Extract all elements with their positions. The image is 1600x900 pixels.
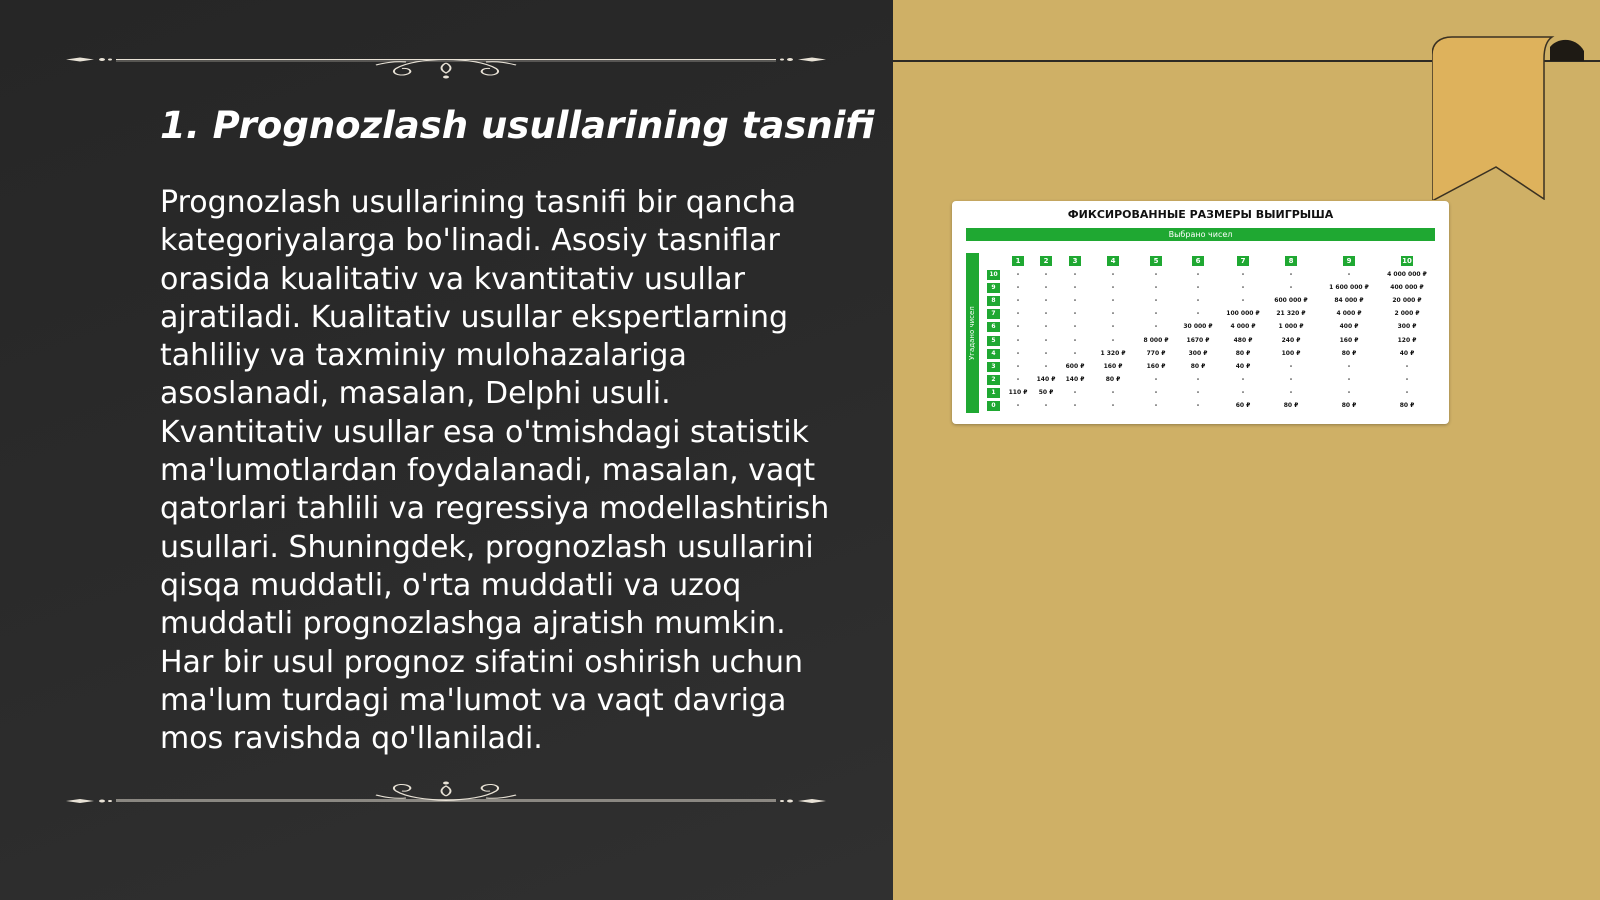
column-header-1: 1 <box>1012 256 1024 266</box>
prize-cell: 60 ₽ <box>1235 402 1251 409</box>
prize-cell: - <box>1044 362 1048 370</box>
prize-cell: 160 ₽ <box>1103 362 1123 370</box>
prize-cell: - <box>1154 284 1158 292</box>
prize-cell: - <box>1289 362 1293 370</box>
column-header-8: 8 <box>1285 256 1297 266</box>
prize-cell: - <box>1196 402 1200 409</box>
prize-cell: - <box>1289 284 1293 292</box>
prize-cell: - <box>1044 297 1048 305</box>
row-header-6: 6 <box>987 322 1000 332</box>
prize-cell: - <box>1016 375 1020 383</box>
bookmark-ribbon <box>1432 35 1586 200</box>
prize-cell: 110 ₽ <box>1008 388 1028 396</box>
prize-cell: 1 000 ₽ <box>1278 323 1304 331</box>
prize-cell: 300 ₽ <box>1188 349 1208 357</box>
prize-cell: - <box>1111 336 1115 344</box>
prize-cell: - <box>1347 271 1351 278</box>
prize-cell: - <box>1044 336 1048 344</box>
slide-title: 1. Prognozlash usullarining tasnifi <box>160 104 875 147</box>
prize-cell: 100 ₽ <box>1281 349 1301 357</box>
prize-cell: - <box>1044 284 1048 292</box>
row-header-5: 5 <box>987 336 1000 346</box>
prize-cell: 50 ₽ <box>1038 388 1054 396</box>
prize-cell: - <box>1016 310 1020 318</box>
prize-table-title: ФИКСИРОВАННЫЕ РАЗМЕРЫ ВЫИГРЫША <box>1067 208 1334 221</box>
prize-cell: - <box>1111 402 1115 409</box>
prize-cell: 140 ₽ <box>1065 375 1085 383</box>
row-header-8: 8 <box>987 296 1000 306</box>
prize-cell: - <box>1154 388 1158 396</box>
column-header-10: 10 <box>1402 257 1412 265</box>
prize-cell: - <box>1347 388 1351 396</box>
prize-cell: - <box>1044 349 1048 357</box>
prize-cell: - <box>1111 284 1115 292</box>
prize-cell: 80 ₽ <box>1190 362 1206 370</box>
prize-cell: - <box>1405 375 1409 383</box>
prize-cell: 4 000 ₽ <box>1230 323 1256 331</box>
prize-cell: - <box>1196 297 1200 305</box>
prize-table-image <box>952 201 1449 424</box>
prize-cell: - <box>1073 402 1077 409</box>
prize-cell: 140 ₽ <box>1036 375 1056 383</box>
prize-cell: - <box>1044 402 1048 409</box>
prize-cell: - <box>1016 349 1020 357</box>
row-header-7: 7 <box>987 309 1000 319</box>
prize-cell: - <box>1241 388 1245 396</box>
prize-cell: 4 000 ₽ <box>1336 310 1362 318</box>
prize-cell: 80 ₽ <box>1235 349 1251 357</box>
column-header-5: 5 <box>1150 256 1162 266</box>
prize-cell: - <box>1044 271 1048 278</box>
prize-cell: - <box>1154 271 1158 278</box>
prize-cell: - <box>1289 388 1293 396</box>
prize-cell: - <box>1405 362 1409 370</box>
prize-cell: 80 ₽ <box>1105 375 1121 383</box>
prize-cell: - <box>1073 297 1077 305</box>
prize-cell: 1670 ₽ <box>1186 336 1210 344</box>
prize-cell: 20 000 ₽ <box>1392 297 1422 305</box>
ornament-divider-bottom <box>66 776 826 806</box>
row-header-0: 0 <box>987 401 1000 411</box>
selected-numbers-bar: Выбрано чисел <box>966 228 1435 241</box>
prize-cell: - <box>1073 336 1077 344</box>
prize-cell: 30 000 ₽ <box>1183 323 1213 331</box>
prize-cell: 80 ₽ <box>1341 402 1357 409</box>
prize-cell: 480 ₽ <box>1233 336 1253 344</box>
prize-cell: - <box>1073 271 1077 278</box>
prize-cell: 8 000 ₽ <box>1143 336 1169 344</box>
prize-cell: 40 ₽ <box>1399 349 1415 357</box>
prize-cell: 80 ₽ <box>1283 402 1299 409</box>
prize-cell: - <box>1111 297 1115 305</box>
prize-cell: 400 ₽ <box>1339 323 1359 331</box>
prize-cell: 160 ₽ <box>1146 362 1166 370</box>
row-header-3: 3 <box>987 362 1000 372</box>
prize-cell: 80 ₽ <box>1341 349 1357 357</box>
prize-cell: - <box>1073 323 1077 331</box>
row-header-9: 9 <box>987 283 1000 293</box>
prize-cell: - <box>1241 297 1245 305</box>
row-header-4: 4 <box>987 349 1000 359</box>
prize-cell: - <box>1196 284 1200 292</box>
prize-cell: - <box>1016 362 1020 370</box>
prize-cell: - <box>1016 402 1020 409</box>
slide-body-text: Prognozlash usullarining tasnifi bir qancha kategoriyalarga bo'linadi. Asosiy tasniflar orasida kualitativ va kvantitativ usullar ajratiladi. Kualitativ usullar ekspertlarning tahliliy va taxminiy mulohazalariga asoslanadi, masalan, Delphi usuli. Kvantitativ usullar esa o'tmishdagi statistik ma'lumotlardan foydalanadi, masalan, vaqt qatorlari tahlili va regressiya modellashtirish usullari. Shuningdek, prognozlash usullarini qisqa muddatli, o'rta muddatli va uzoq muddatli prognozlashga ajratish mumkin. Har bir usul prognoz sifatini oshirish uchun ma'lum turdagi ma'lumot va vaqt davriga mos ravishda qo'llaniladi. <box>160 185 830 757</box>
prize-cell: 600 ₽ <box>1065 362 1085 370</box>
prize-cell: 400 000 ₽ <box>1390 284 1424 292</box>
column-header-4: 4 <box>1107 256 1119 266</box>
prize-cell: - <box>1196 310 1200 318</box>
column-header-7: 7 <box>1237 256 1249 266</box>
prize-cell: 240 ₽ <box>1281 336 1301 344</box>
prize-cell: 100 000 ₽ <box>1226 310 1260 318</box>
prize-cell: - <box>1196 375 1200 383</box>
prize-cell: 80 ₽ <box>1399 402 1415 409</box>
prize-cell: - <box>1196 388 1200 396</box>
prize-cell: - <box>1241 284 1245 292</box>
prize-cell: - <box>1154 310 1158 318</box>
row-header-1: 1 <box>987 388 1000 398</box>
prize-cell: - <box>1044 310 1048 318</box>
column-header-6: 6 <box>1192 256 1204 266</box>
prize-cell: 600 000 ₽ <box>1274 297 1308 305</box>
prize-cell: - <box>1289 271 1293 278</box>
ornament-divider-top <box>66 52 826 82</box>
prize-cell: 4 000 000 ₽ <box>1387 271 1427 278</box>
prize-cell: 40 ₽ <box>1235 362 1251 370</box>
prize-cell: - <box>1289 375 1293 383</box>
prize-cell: - <box>1044 323 1048 331</box>
column-header-9: 9 <box>1343 256 1355 266</box>
prize-cell: - <box>1347 362 1351 370</box>
prize-cell: - <box>1154 402 1158 409</box>
prize-cell: 1 320 ₽ <box>1100 349 1126 357</box>
prize-cell: 160 ₽ <box>1339 336 1359 344</box>
prize-cell: 2 000 ₽ <box>1394 310 1420 318</box>
prize-cell: - <box>1016 297 1020 305</box>
prize-cell: - <box>1073 284 1077 292</box>
prize-cell: - <box>1196 271 1200 278</box>
row-header-2: 2 <box>987 375 1000 385</box>
prize-cell: - <box>1154 297 1158 305</box>
prize-cell: - <box>1073 388 1077 396</box>
prize-cell: 84 000 ₽ <box>1334 297 1364 305</box>
prize-cell: - <box>1347 375 1351 383</box>
prize-cell: - <box>1016 284 1020 292</box>
prize-cell: - <box>1073 349 1077 357</box>
prize-cell: - <box>1111 388 1115 396</box>
prize-cell: 120 ₽ <box>1397 336 1417 344</box>
prize-cell: 1 600 000 ₽ <box>1329 284 1369 292</box>
prize-cell: - <box>1154 323 1158 331</box>
prize-cell: - <box>1241 271 1245 278</box>
prize-cell: - <box>1241 375 1245 383</box>
column-header-2: 2 <box>1040 256 1052 266</box>
prize-cell: - <box>1016 271 1020 278</box>
prize-cell: 300 ₽ <box>1397 323 1417 331</box>
prize-cell: 770 ₽ <box>1146 349 1166 357</box>
prize-cell: - <box>1405 388 1409 396</box>
prize-cell: - <box>1016 323 1020 331</box>
row-header-10: 10 <box>987 270 1000 280</box>
prize-cell: - <box>1111 323 1115 331</box>
prize-cell: - <box>1111 271 1115 278</box>
column-header-3: 3 <box>1069 256 1081 266</box>
prize-cell: - <box>1073 310 1077 318</box>
matched-numbers-label: Угадано чисел <box>968 306 976 360</box>
prize-cell: 21 320 ₽ <box>1276 310 1306 318</box>
prize-cell: - <box>1016 336 1020 344</box>
prize-cell: - <box>1154 375 1158 383</box>
prize-cell: - <box>1111 310 1115 318</box>
